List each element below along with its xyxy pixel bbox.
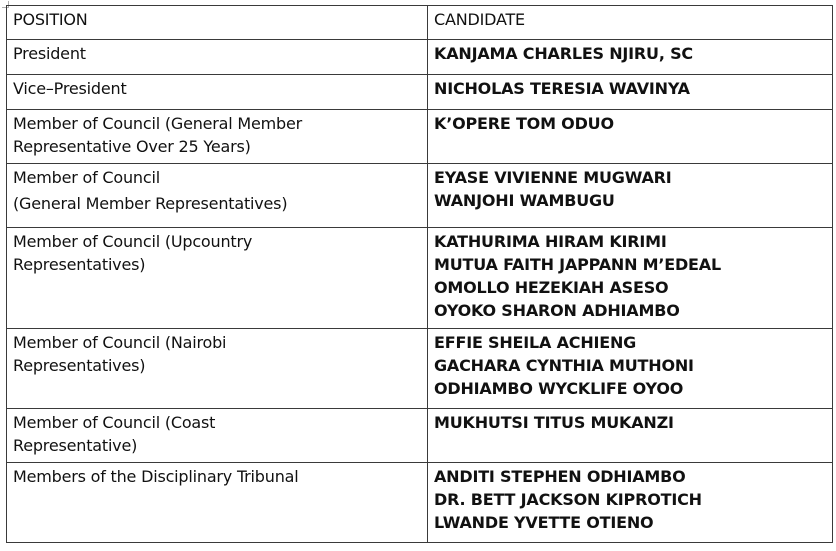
- header-position: [7, 6, 428, 40]
- position-text: Representative Over 25 Years): [13, 137, 251, 156]
- position-text: Representatives): [13, 356, 146, 375]
- position-text: Representatives): [13, 255, 146, 274]
- table-row: [7, 75, 833, 110]
- candidate-name: WANJOHI WAMBUGU: [434, 191, 615, 210]
- candidate-name: KATHURIMA HIRAM KIRIMI: [434, 232, 667, 251]
- table-row: [7, 329, 833, 409]
- position-cell: [7, 164, 428, 228]
- position-text: President: [13, 44, 86, 63]
- header-candidate: [428, 6, 833, 40]
- candidate-cell: [428, 329, 833, 409]
- table-row: [7, 164, 833, 228]
- candidate-cell: [428, 164, 833, 228]
- candidate-name: K’OPERE TOM ODUO: [434, 114, 614, 133]
- position-text: Member of Council (General Member: [13, 114, 303, 133]
- position-cell: [7, 463, 428, 543]
- position-text: Vice–President: [13, 79, 127, 98]
- candidate-name: EFFIE SHEILA ACHIENG: [434, 333, 637, 352]
- candidate-name: KANJAMA CHARLES NJIRU, SC: [434, 44, 693, 63]
- position-text: Member of Council (Nairobi: [13, 333, 227, 352]
- position-cell: [7, 228, 428, 329]
- table-row: [7, 40, 833, 75]
- candidate-name: ANDITI STEPHEN ODHIAMBO: [434, 467, 686, 486]
- table-row: [7, 228, 833, 329]
- candidate-name: ODHIAMBO WYCKLIFE OYOO: [434, 379, 684, 398]
- table-header-row: [7, 6, 833, 40]
- position-cell: [7, 329, 428, 409]
- header-position-label: POSITION: [13, 10, 88, 29]
- table-row: [7, 110, 833, 164]
- position-cell: [7, 40, 428, 75]
- position-cell: [7, 75, 428, 110]
- position-cell: [7, 409, 428, 463]
- candidate-name: GACHARA CYNTHIA MUTHONI: [434, 356, 694, 375]
- candidate-name: OMOLLO HEZEKIAH ASESO: [434, 278, 669, 297]
- candidate-name: OYOKO SHARON ADHIAMBO: [434, 301, 680, 320]
- candidate-name: EYASE VIVIENNE MUGWARI: [434, 168, 672, 187]
- position-text: (General Member Representatives): [13, 194, 288, 213]
- candidate-cell: [428, 228, 833, 329]
- candidate-cell: [428, 463, 833, 543]
- candidate-cell: [428, 110, 833, 164]
- candidate-name: NICHOLAS TERESIA WAVINYA: [434, 79, 690, 98]
- position-text: Representative): [13, 436, 138, 455]
- position-cell: [7, 110, 428, 164]
- candidate-cell: [428, 409, 833, 463]
- candidates-table: [6, 5, 833, 543]
- table-row: [7, 409, 833, 463]
- position-text: Member of Council: [13, 168, 160, 187]
- candidate-cell: [428, 40, 833, 75]
- candidate-cell: [428, 75, 833, 110]
- candidate-name: LWANDE YVETTE OTIENO: [434, 513, 654, 532]
- position-text: Member of Council (Coast: [13, 413, 216, 432]
- candidate-name: MUTUA FAITH JAPPANN M’EDEAL: [434, 255, 721, 274]
- table-row: [7, 463, 833, 543]
- header-candidate-label: CANDIDATE: [434, 10, 525, 29]
- position-text: Members of the Disciplinary Tribunal: [13, 467, 299, 486]
- candidate-name: MUKHUTSI TITUS MUKANZI: [434, 413, 674, 432]
- position-text: Member of Council (Upcountry: [13, 232, 253, 251]
- candidate-name: DR. BETT JACKSON KIPROTICH: [434, 490, 702, 509]
